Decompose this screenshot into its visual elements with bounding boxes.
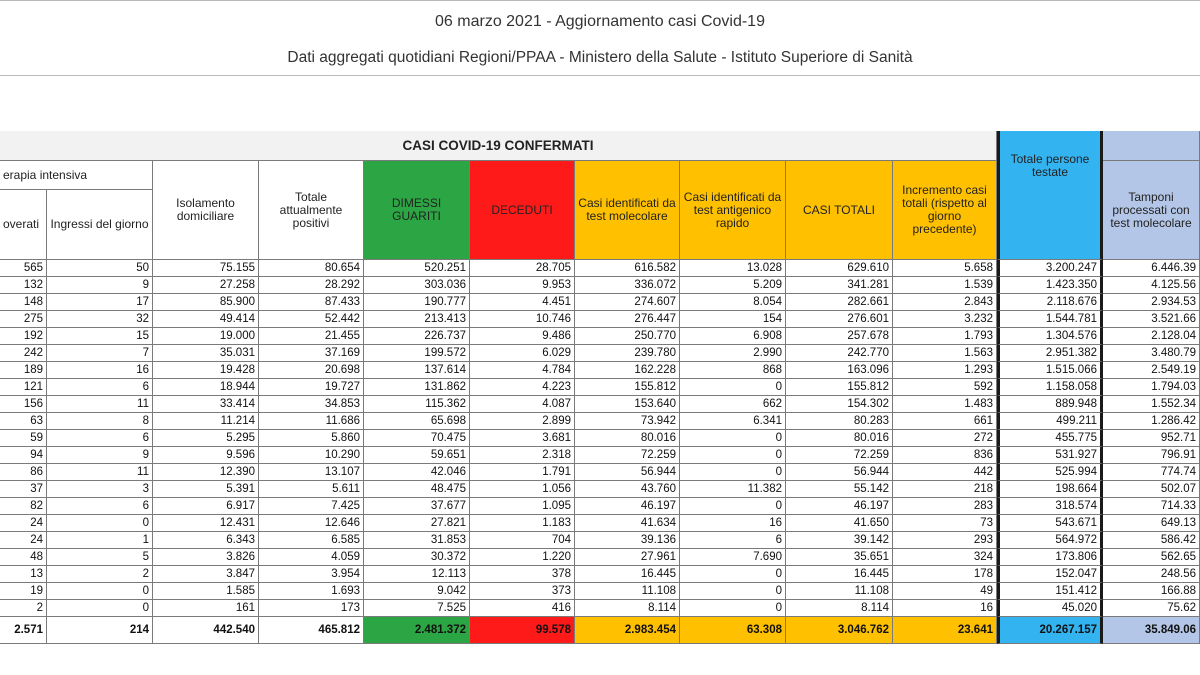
table-cell-casi-totali: 163.096 <box>786 362 893 379</box>
table-cell-incremento: 283 <box>893 498 997 515</box>
table-cell-ingressi: 32 <box>47 311 153 328</box>
table-cell-totale-positivi: 7.425 <box>259 498 364 515</box>
table-cell-isolamento: 6.917 <box>153 498 259 515</box>
table-cell-ingressi: 6 <box>47 430 153 447</box>
column-header-casi-totali: CASI TOTALI <box>786 161 893 260</box>
table-cell-isolamento: 11.214 <box>153 413 259 430</box>
table-cell-totale-positivi: 11.686 <box>259 413 364 430</box>
table-cell-ricoverati: 121 <box>0 379 47 396</box>
table-total-casi-antigenico: 63.308 <box>680 617 786 644</box>
table-cell-ricoverati: 94 <box>0 447 47 464</box>
table-total-totale-positivi: 465.812 <box>259 617 364 644</box>
table-cell-casi-totali: 8.114 <box>786 600 893 617</box>
table-cell-isolamento: 19.000 <box>153 328 259 345</box>
table-cell-dimessi: 115.362 <box>364 396 470 413</box>
table-cell-deceduti: 1.183 <box>470 515 575 532</box>
table-cell-casi-molecolare: 8.114 <box>575 600 680 617</box>
table-cell-tamponi-molecolare: 2.549.19 <box>1103 362 1200 379</box>
table-cell-totale-positivi: 37.169 <box>259 345 364 362</box>
table-total-dimessi: 2.481.372 <box>364 617 470 644</box>
table-cell-totale-positivi: 80.654 <box>259 260 364 277</box>
table-cell-casi-molecolare: 153.640 <box>575 396 680 413</box>
table-cell-deceduti: 2.899 <box>470 413 575 430</box>
table-cell-casi-totali: 629.610 <box>786 260 893 277</box>
table-cell-incremento: 218 <box>893 481 997 498</box>
table-cell-casi-antigenico: 0 <box>680 430 786 447</box>
table-cell-casi-molecolare: 27.961 <box>575 549 680 566</box>
table-cell-ingressi: 9 <box>47 277 153 294</box>
table-cell-tamponi-molecolare: 952.71 <box>1103 430 1200 447</box>
table-cell-totale-positivi: 6.585 <box>259 532 364 549</box>
table-cell-persone-testate: 2.118.676 <box>997 294 1103 311</box>
table-cell-tamponi-molecolare: 714.33 <box>1103 498 1200 515</box>
table-cell-incremento: 3.232 <box>893 311 997 328</box>
table-cell-deceduti: 3.681 <box>470 430 575 447</box>
table-cell-casi-antigenico: 13.028 <box>680 260 786 277</box>
table-cell-incremento: 5.658 <box>893 260 997 277</box>
table-cell-casi-totali: 41.650 <box>786 515 893 532</box>
table-cell-totale-positivi: 3.954 <box>259 566 364 583</box>
table-cell-incremento: 1.563 <box>893 345 997 362</box>
table-total-tamponi-molecolare: 35.849.06 <box>1103 617 1200 644</box>
table-cell-ingressi: 16 <box>47 362 153 379</box>
table-cell-dimessi: 190.777 <box>364 294 470 311</box>
table-cell-isolamento: 12.431 <box>153 515 259 532</box>
table-cell-incremento: 73 <box>893 515 997 532</box>
table-cell-casi-totali: 46.197 <box>786 498 893 515</box>
table-cell-isolamento: 85.900 <box>153 294 259 311</box>
table-cell-totale-positivi: 5.611 <box>259 481 364 498</box>
table-cell-casi-antigenico: 6.341 <box>680 413 786 430</box>
table-cell-deceduti: 4.451 <box>470 294 575 311</box>
table-cell-persone-testate: 889.948 <box>997 396 1103 413</box>
group-header-terapia-intensiva: erapia intensiva <box>0 161 153 190</box>
table-cell-casi-totali: 11.108 <box>786 583 893 600</box>
table-cell-ingressi: 1 <box>47 532 153 549</box>
table-cell-dimessi: 7.525 <box>364 600 470 617</box>
table-cell-casi-antigenico: 0 <box>680 379 786 396</box>
table-cell-ricoverati: 2 <box>0 600 47 617</box>
table-cell-deceduti: 1.791 <box>470 464 575 481</box>
table-cell-totale-positivi: 52.442 <box>259 311 364 328</box>
column-header-blank-light-blue <box>1103 131 1200 161</box>
table-cell-tamponi-molecolare: 774.74 <box>1103 464 1200 481</box>
table-cell-incremento: 293 <box>893 532 997 549</box>
table-cell-incremento: 661 <box>893 413 997 430</box>
table-cell-casi-totali: 56.944 <box>786 464 893 481</box>
table-cell-persone-testate: 564.972 <box>997 532 1103 549</box>
table-cell-deceduti: 10.746 <box>470 311 575 328</box>
table-cell-totale-positivi: 13.107 <box>259 464 364 481</box>
table-cell-ricoverati: 37 <box>0 481 47 498</box>
table-cell-dimessi: 131.862 <box>364 379 470 396</box>
table-cell-deceduti: 1.056 <box>470 481 575 498</box>
table-cell-incremento: 442 <box>893 464 997 481</box>
table-cell-isolamento: 33.414 <box>153 396 259 413</box>
table-cell-tamponi-molecolare: 562.65 <box>1103 549 1200 566</box>
column-header-dimessi: DIMESSI GUARITI <box>364 161 470 260</box>
table-cell-ingressi: 0 <box>47 583 153 600</box>
table-cell-persone-testate: 2.951.382 <box>997 345 1103 362</box>
table-cell-tamponi-molecolare: 2.934.53 <box>1103 294 1200 311</box>
table-cell-deceduti: 704 <box>470 532 575 549</box>
table-cell-casi-molecolare: 276.447 <box>575 311 680 328</box>
table-cell-persone-testate: 543.671 <box>997 515 1103 532</box>
table-total-incremento: 23.641 <box>893 617 997 644</box>
table-cell-deceduti: 2.318 <box>470 447 575 464</box>
table-cell-persone-testate: 1.544.781 <box>997 311 1103 328</box>
table-cell-casi-molecolare: 72.259 <box>575 447 680 464</box>
table-cell-ingressi: 17 <box>47 294 153 311</box>
table-cell-persone-testate: 3.200.247 <box>997 260 1103 277</box>
table-cell-ingressi: 2 <box>47 566 153 583</box>
table-cell-isolamento: 5.295 <box>153 430 259 447</box>
table-cell-dimessi: 137.614 <box>364 362 470 379</box>
table-cell-deceduti: 1.220 <box>470 549 575 566</box>
table-cell-deceduti: 28.705 <box>470 260 575 277</box>
column-header-casi-antigenico: Casi identificati da test antigenico rapido <box>680 161 786 260</box>
table-cell-dimessi: 37.677 <box>364 498 470 515</box>
table-total-ingressi: 214 <box>47 617 153 644</box>
column-header-casi-molecolare: Casi identificati da test molecolare <box>575 161 680 260</box>
table-cell-deceduti: 9.953 <box>470 277 575 294</box>
table-cell-casi-totali: 16.445 <box>786 566 893 583</box>
table-cell-casi-antigenico: 0 <box>680 447 786 464</box>
table-cell-deceduti: 1.095 <box>470 498 575 515</box>
table-cell-isolamento: 35.031 <box>153 345 259 362</box>
table-cell-casi-antigenico: 868 <box>680 362 786 379</box>
report-title: 06 marzo 2021 - Aggiornamento casi Covid-19 <box>435 13 765 30</box>
table-cell-ingressi: 0 <box>47 600 153 617</box>
table-cell-isolamento: 19.428 <box>153 362 259 379</box>
table-cell-dimessi: 48.475 <box>364 481 470 498</box>
table-cell-ricoverati: 156 <box>0 396 47 413</box>
table-cell-isolamento: 3.826 <box>153 549 259 566</box>
table-cell-incremento: 49 <box>893 583 997 600</box>
table-cell-dimessi: 9.042 <box>364 583 470 600</box>
table-total-casi-totali: 3.046.762 <box>786 617 893 644</box>
covid-data-table <box>0 131 1200 671</box>
table-cell-casi-antigenico: 2.990 <box>680 345 786 362</box>
table-cell-totale-positivi: 21.455 <box>259 328 364 345</box>
table-total-persone-testate: 20.267.157 <box>997 617 1103 644</box>
column-header-ingressi-del-giorno: Ingressi del giorno <box>47 190 153 260</box>
table-cell-ricoverati: 189 <box>0 362 47 379</box>
table-cell-isolamento: 5.391 <box>153 481 259 498</box>
table-cell-ingressi: 8 <box>47 413 153 430</box>
table-cell-casi-antigenico: 8.054 <box>680 294 786 311</box>
table-cell-ricoverati: 192 <box>0 328 47 345</box>
column-header-tamponi-molecolare: Tamponi processati con test molecolare <box>1103 161 1200 260</box>
table-cell-dimessi: 59.651 <box>364 447 470 464</box>
table-cell-isolamento: 6.343 <box>153 532 259 549</box>
table-cell-incremento: 836 <box>893 447 997 464</box>
table-cell-ricoverati: 24 <box>0 515 47 532</box>
table-cell-persone-testate: 525.994 <box>997 464 1103 481</box>
table-cell-casi-molecolare: 274.607 <box>575 294 680 311</box>
table-cell-tamponi-molecolare: 1.794.03 <box>1103 379 1200 396</box>
table-cell-casi-molecolare: 162.228 <box>575 362 680 379</box>
table-cell-ricoverati: 59 <box>0 430 47 447</box>
table-cell-totale-positivi: 28.292 <box>259 277 364 294</box>
table-cell-incremento: 1.293 <box>893 362 997 379</box>
table-total-isolamento: 442.540 <box>153 617 259 644</box>
table-cell-tamponi-molecolare: 166.88 <box>1103 583 1200 600</box>
table-cell-dimessi: 520.251 <box>364 260 470 277</box>
table-cell-tamponi-molecolare: 586.42 <box>1103 532 1200 549</box>
table-cell-casi-totali: 242.770 <box>786 345 893 362</box>
table-cell-incremento: 272 <box>893 430 997 447</box>
table-cell-casi-molecolare: 250.770 <box>575 328 680 345</box>
table-total-ricoverati: 2.571 <box>0 617 47 644</box>
table-cell-casi-antigenico: 11.382 <box>680 481 786 498</box>
table-cell-casi-totali: 155.812 <box>786 379 893 396</box>
table-cell-casi-molecolare: 73.942 <box>575 413 680 430</box>
table-cell-tamponi-molecolare: 1.286.42 <box>1103 413 1200 430</box>
table-cell-incremento: 178 <box>893 566 997 583</box>
table-cell-tamponi-molecolare: 502.07 <box>1103 481 1200 498</box>
table-cell-totale-positivi: 4.059 <box>259 549 364 566</box>
table-cell-persone-testate: 152.047 <box>997 566 1103 583</box>
table-cell-tamponi-molecolare: 4.125.56 <box>1103 277 1200 294</box>
table-cell-persone-testate: 1.515.066 <box>997 362 1103 379</box>
table-cell-casi-antigenico: 154 <box>680 311 786 328</box>
table-cell-ricoverati: 13 <box>0 566 47 583</box>
table-cell-deceduti: 416 <box>470 600 575 617</box>
table-cell-casi-antigenico: 16 <box>680 515 786 532</box>
table-cell-casi-molecolare: 239.780 <box>575 345 680 362</box>
table-cell-tamponi-molecolare: 75.62 <box>1103 600 1200 617</box>
table-cell-persone-testate: 455.775 <box>997 430 1103 447</box>
table-cell-incremento: 1.793 <box>893 328 997 345</box>
table-cell-tamponi-molecolare: 1.552.34 <box>1103 396 1200 413</box>
table-cell-casi-totali: 80.016 <box>786 430 893 447</box>
table-cell-casi-totali: 72.259 <box>786 447 893 464</box>
table-cell-ricoverati: 242 <box>0 345 47 362</box>
table-cell-casi-molecolare: 16.445 <box>575 566 680 583</box>
table-cell-casi-totali: 282.661 <box>786 294 893 311</box>
table-cell-casi-antigenico: 0 <box>680 583 786 600</box>
table-cell-persone-testate: 151.412 <box>997 583 1103 600</box>
table-cell-casi-antigenico: 0 <box>680 498 786 515</box>
table-cell-persone-testate: 499.211 <box>997 413 1103 430</box>
table-total-deceduti: 99.578 <box>470 617 575 644</box>
table-cell-casi-molecolare: 155.812 <box>575 379 680 396</box>
table-cell-persone-testate: 531.927 <box>997 447 1103 464</box>
table-cell-dimessi: 12.113 <box>364 566 470 583</box>
table-cell-incremento: 1.539 <box>893 277 997 294</box>
table-cell-casi-totali: 55.142 <box>786 481 893 498</box>
table-cell-dimessi: 42.046 <box>364 464 470 481</box>
table-cell-incremento: 592 <box>893 379 997 396</box>
table-cell-ricoverati: 86 <box>0 464 47 481</box>
table-cell-casi-antigenico: 662 <box>680 396 786 413</box>
table-cell-totale-positivi: 87.433 <box>259 294 364 311</box>
table-cell-isolamento: 12.390 <box>153 464 259 481</box>
table-cell-casi-antigenico: 6.908 <box>680 328 786 345</box>
table-cell-casi-antigenico: 0 <box>680 566 786 583</box>
table-cell-totale-positivi: 34.853 <box>259 396 364 413</box>
table-cell-isolamento: 1.585 <box>153 583 259 600</box>
table-cell-casi-molecolare: 46.197 <box>575 498 680 515</box>
report-subtitle: Dati aggregati quotidiani Regioni/PPAA - Ministero della Salute - Istituto Superiore di Sanità <box>287 49 913 66</box>
table-cell-persone-testate: 1.158.058 <box>997 379 1103 396</box>
table-cell-totale-positivi: 19.727 <box>259 379 364 396</box>
table-cell-casi-totali: 257.678 <box>786 328 893 345</box>
table-cell-ricoverati: 148 <box>0 294 47 311</box>
table-cell-isolamento: 9.596 <box>153 447 259 464</box>
table-cell-casi-molecolare: 336.072 <box>575 277 680 294</box>
table-cell-ingressi: 9 <box>47 447 153 464</box>
table-cell-tamponi-molecolare: 3.521.66 <box>1103 311 1200 328</box>
table-cell-casi-molecolare: 616.582 <box>575 260 680 277</box>
table-cell-totale-positivi: 10.290 <box>259 447 364 464</box>
table-cell-ricoverati: 63 <box>0 413 47 430</box>
table-cell-totale-positivi: 12.646 <box>259 515 364 532</box>
table-cell-casi-totali: 39.142 <box>786 532 893 549</box>
table-cell-ricoverati: 565 <box>0 260 47 277</box>
table-cell-casi-totali: 35.651 <box>786 549 893 566</box>
table-cell-ingressi: 0 <box>47 515 153 532</box>
table-cell-casi-totali: 154.302 <box>786 396 893 413</box>
table-cell-dimessi: 30.372 <box>364 549 470 566</box>
table-cell-casi-molecolare: 39.136 <box>575 532 680 549</box>
table-cell-isolamento: 27.258 <box>153 277 259 294</box>
table-cell-persone-testate: 173.806 <box>997 549 1103 566</box>
table-cell-casi-antigenico: 5.209 <box>680 277 786 294</box>
table-cell-ingressi: 15 <box>47 328 153 345</box>
table-cell-dimessi: 31.853 <box>364 532 470 549</box>
table-cell-isolamento: 18.944 <box>153 379 259 396</box>
table-cell-casi-antigenico: 7.690 <box>680 549 786 566</box>
table-cell-dimessi: 199.572 <box>364 345 470 362</box>
group-header-casi-confermati: CASI COVID-19 CONFERMATI <box>0 131 997 161</box>
table-cell-casi-totali: 341.281 <box>786 277 893 294</box>
table-cell-casi-molecolare: 56.944 <box>575 464 680 481</box>
table-cell-isolamento: 75.155 <box>153 260 259 277</box>
table-cell-tamponi-molecolare: 248.56 <box>1103 566 1200 583</box>
table-cell-totale-positivi: 1.693 <box>259 583 364 600</box>
table-cell-casi-molecolare: 43.760 <box>575 481 680 498</box>
table-cell-incremento: 2.843 <box>893 294 997 311</box>
table-cell-totale-positivi: 173 <box>259 600 364 617</box>
table-cell-casi-molecolare: 41.634 <box>575 515 680 532</box>
column-header-totale-positivi: Totale attualmente positivi <box>259 161 364 260</box>
table-cell-casi-antigenico: 0 <box>680 600 786 617</box>
table-cell-dimessi: 27.821 <box>364 515 470 532</box>
table-cell-deceduti: 378 <box>470 566 575 583</box>
table-cell-ingressi: 6 <box>47 498 153 515</box>
table-cell-persone-testate: 318.574 <box>997 498 1103 515</box>
table-cell-deceduti: 4.784 <box>470 362 575 379</box>
table-cell-casi-antigenico: 6 <box>680 532 786 549</box>
table-cell-ingressi: 50 <box>47 260 153 277</box>
table-total-casi-molecolare: 2.983.454 <box>575 617 680 644</box>
table-cell-persone-testate: 1.423.350 <box>997 277 1103 294</box>
table-cell-casi-antigenico: 0 <box>680 464 786 481</box>
table-cell-casi-totali: 80.283 <box>786 413 893 430</box>
table-cell-dimessi: 65.698 <box>364 413 470 430</box>
table-cell-ricoverati: 132 <box>0 277 47 294</box>
table-cell-ricoverati: 82 <box>0 498 47 515</box>
table-cell-ingressi: 11 <box>47 396 153 413</box>
table-cell-casi-molecolare: 80.016 <box>575 430 680 447</box>
column-header-persone-testate: Totale persone testate <box>997 131 1103 260</box>
table-cell-totale-positivi: 20.698 <box>259 362 364 379</box>
table-cell-dimessi: 226.737 <box>364 328 470 345</box>
table-cell-persone-testate: 198.664 <box>997 481 1103 498</box>
table-cell-isolamento: 3.847 <box>153 566 259 583</box>
table-cell-ricoverati: 48 <box>0 549 47 566</box>
table-cell-tamponi-molecolare: 649.13 <box>1103 515 1200 532</box>
column-header-ricoverati: overati <box>0 190 47 260</box>
table-cell-ricoverati: 19 <box>0 583 47 600</box>
table-cell-dimessi: 303.036 <box>364 277 470 294</box>
table-cell-ricoverati: 24 <box>0 532 47 549</box>
table-cell-incremento: 324 <box>893 549 997 566</box>
table-cell-totale-positivi: 5.860 <box>259 430 364 447</box>
column-header-deceduti: DECEDUTI <box>470 161 575 260</box>
table-cell-incremento: 16 <box>893 600 997 617</box>
table-cell-incremento: 1.483 <box>893 396 997 413</box>
table-cell-deceduti: 4.087 <box>470 396 575 413</box>
table-cell-persone-testate: 45.020 <box>997 600 1103 617</box>
table-cell-ingressi: 6 <box>47 379 153 396</box>
table-cell-casi-totali: 276.601 <box>786 311 893 328</box>
table-cell-ingressi: 5 <box>47 549 153 566</box>
table-cell-dimessi: 213.413 <box>364 311 470 328</box>
table-cell-tamponi-molecolare: 6.446.39 <box>1103 260 1200 277</box>
column-header-incremento: Incremento casi totali (rispetto al giorno precedente) <box>893 161 997 260</box>
table-cell-isolamento: 49.414 <box>153 311 259 328</box>
table-cell-ingressi: 3 <box>47 481 153 498</box>
column-header-isolamento: Isolamento domiciliare <box>153 161 259 260</box>
table-cell-tamponi-molecolare: 3.480.79 <box>1103 345 1200 362</box>
table-cell-deceduti: 373 <box>470 583 575 600</box>
table-cell-tamponi-molecolare: 796.91 <box>1103 447 1200 464</box>
table-cell-dimessi: 70.475 <box>364 430 470 447</box>
table-cell-deceduti: 4.223 <box>470 379 575 396</box>
table-cell-tamponi-molecolare: 2.128.04 <box>1103 328 1200 345</box>
table-cell-isolamento: 161 <box>153 600 259 617</box>
table-cell-casi-molecolare: 11.108 <box>575 583 680 600</box>
table-cell-ingressi: 11 <box>47 464 153 481</box>
table-cell-ricoverati: 275 <box>0 311 47 328</box>
table-cell-ingressi: 7 <box>47 345 153 362</box>
table-cell-deceduti: 9.486 <box>470 328 575 345</box>
table-cell-persone-testate: 1.304.576 <box>997 328 1103 345</box>
table-cell-deceduti: 6.029 <box>470 345 575 362</box>
